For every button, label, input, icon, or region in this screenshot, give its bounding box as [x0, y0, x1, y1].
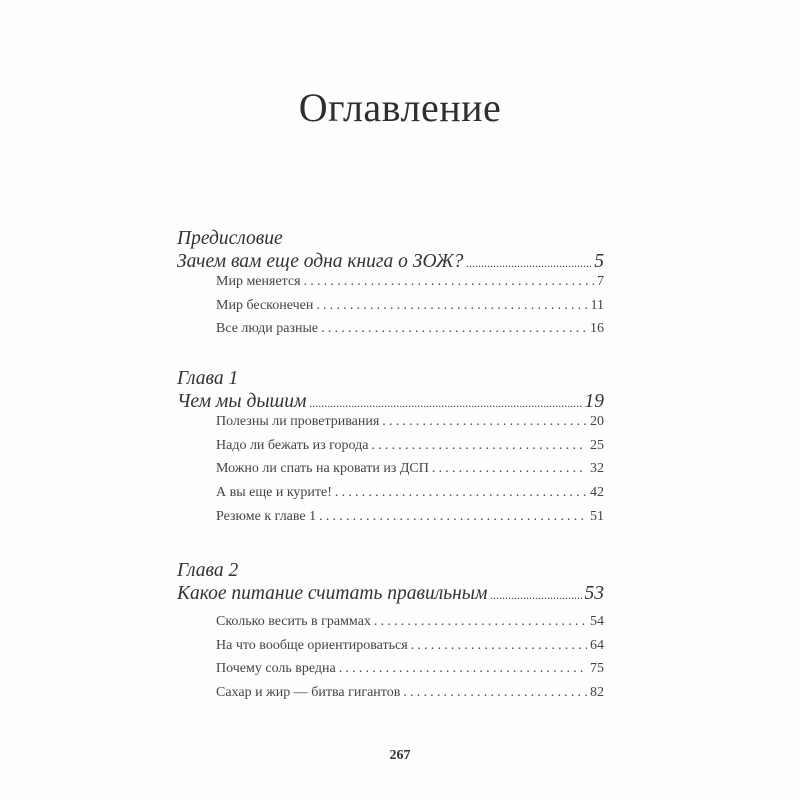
- dot-leader: [411, 638, 587, 654]
- entry-page: 5: [594, 251, 604, 272]
- dot-leader: [339, 661, 587, 677]
- entry-page: 25: [590, 437, 604, 453]
- entry-title: Зачем вам еще одна книга о ЗОЖ?: [177, 251, 464, 272]
- entry-page: 64: [590, 637, 604, 653]
- dot-leader: [466, 251, 591, 273]
- entry-page: 54: [590, 614, 604, 629]
- toc-entry[interactable]: [216, 461, 604, 481]
- entry-page: 53: [584, 583, 604, 604]
- entry-page: 20: [590, 414, 604, 429]
- entry-title: Все люди разные: [216, 321, 319, 337]
- entry-title: Чем мы дышим: [177, 391, 307, 412]
- section-heading: Глава 2: [177, 560, 239, 581]
- entry-page: 7: [597, 274, 604, 289]
- dot-leader: [319, 509, 587, 525]
- entry-page: 11: [590, 297, 604, 313]
- entry-title: А вы еще и курите!: [216, 485, 332, 501]
- toc-entry[interactable]: [216, 509, 604, 529]
- entry-page: 51: [590, 508, 604, 524]
- toc-chapter-entry[interactable]: [177, 583, 604, 605]
- page-title: Оглавление: [298, 85, 502, 130]
- entry-title: Мир бесконечен: [216, 297, 314, 313]
- toc-entry[interactable]: [216, 685, 604, 705]
- toc-entry[interactable]: [216, 661, 604, 681]
- toc-entry[interactable]: [216, 614, 604, 634]
- toc-entry[interactable]: [216, 414, 604, 434]
- dot-leader: [432, 461, 587, 477]
- entry-page: 82: [590, 685, 604, 701]
- entry-title: Какое питание считать правильным: [177, 583, 488, 604]
- toc-entry[interactable]: [216, 638, 604, 658]
- dot-leader: [309, 391, 581, 413]
- dot-leader: [490, 583, 581, 605]
- entry-title: Резюме к главе 1: [216, 508, 317, 524]
- dot-leader: [304, 274, 594, 290]
- section-heading: Глава 1: [177, 368, 239, 389]
- dot-leader: [374, 614, 587, 630]
- entry-page: 32: [590, 461, 604, 477]
- toc-entry[interactable]: [216, 485, 604, 505]
- dot-leader: [335, 485, 587, 501]
- toc-entry[interactable]: [216, 298, 604, 318]
- entry-title: Полезны ли проветривания: [216, 414, 380, 429]
- entry-page: 75: [590, 661, 604, 677]
- dot-leader: [382, 414, 587, 430]
- toc-entry[interactable]: [216, 321, 604, 341]
- toc-chapter-entry[interactable]: [177, 251, 604, 273]
- entry-title: Почему соль вредна: [216, 661, 336, 677]
- entry-title: Сколько весить в граммах: [216, 614, 371, 629]
- entry-title: Надо ли бежать из города: [216, 437, 369, 453]
- toc-entry[interactable]: [216, 274, 604, 294]
- entry-page: 19: [584, 391, 604, 412]
- toc-entry[interactable]: [216, 438, 604, 458]
- dot-leader: [316, 298, 587, 314]
- toc-chapter-entry[interactable]: [177, 391, 604, 413]
- dot-leader: [371, 438, 587, 454]
- entry-title: Сахар и жир — битва гигантов: [216, 685, 401, 701]
- dot-leader: [403, 685, 587, 701]
- page-number: 267: [389, 748, 411, 763]
- entry-title: Можно ли спать на кровати из ДСП: [216, 461, 429, 477]
- entry-title: Мир меняется: [216, 274, 301, 289]
- entry-page: 16: [590, 321, 604, 337]
- dot-leader: [321, 321, 587, 337]
- entry-title: На что вообще ориентироваться: [216, 637, 408, 653]
- entry-page: 42: [590, 485, 604, 501]
- section-heading: Предисловие: [177, 228, 283, 249]
